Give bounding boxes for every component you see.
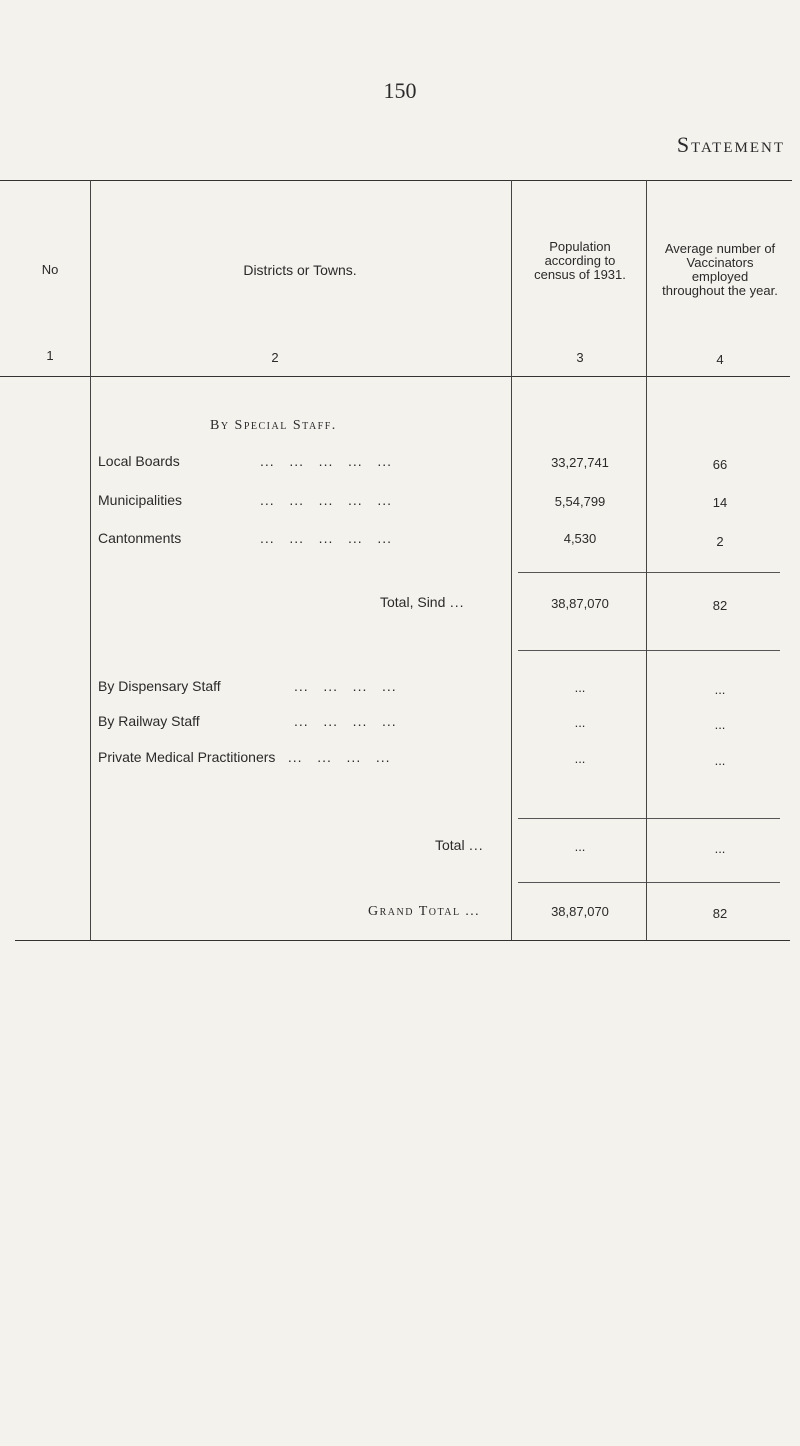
page-number: 150: [383, 78, 417, 103]
header-col-population: Population according to census of 1931.: [534, 239, 626, 282]
leader-dots: ... ... ... ...: [294, 713, 397, 729]
population-value: 38,87,070: [551, 596, 609, 611]
leader-dots: ...: [449, 594, 465, 610]
row-label: By Railway Staff: [98, 713, 200, 729]
leader-dots: ... ... ... ... ...: [260, 453, 393, 469]
table-row: [98, 678, 508, 696]
header-col-no: No: [41, 262, 59, 277]
section-title: By Special Staff.: [210, 418, 337, 433]
population-value: 5,54,799: [554, 494, 606, 509]
table-row: [98, 713, 508, 731]
table-row: [435, 837, 515, 855]
col3-divider: [646, 180, 647, 940]
population-value: ...: [574, 751, 586, 766]
vaccinators-value: ...: [714, 841, 726, 856]
table-row: [98, 530, 508, 548]
row-label: By Dispensary Staff: [98, 678, 221, 694]
vaccinators-value: 2: [716, 534, 724, 549]
leader-dots: ...: [469, 837, 484, 853]
col1-divider: [90, 180, 91, 940]
leader-dots: ... ... ... ... ...: [260, 492, 393, 508]
table-row: [380, 594, 510, 612]
header-col-vaccinators: Average number of Vaccinators employed throughout the year.: [662, 241, 778, 298]
vaccinators-value: 82: [712, 598, 728, 613]
row-label: Total, Sind: [380, 594, 446, 610]
vaccinators-value: ...: [714, 753, 726, 768]
leader-dots: ... ... ... ... ...: [260, 530, 393, 546]
total-sind-bottom-rule: [518, 650, 780, 651]
vaccinators-value: 82: [712, 906, 728, 921]
grand-total-top-rule: [518, 882, 780, 883]
row-label: Local Boards: [98, 453, 180, 469]
table-bottom-rule: [15, 940, 790, 941]
population-value: ...: [574, 715, 586, 730]
col2-divider: [511, 180, 512, 940]
header-col-districts: Districts or Towns.: [243, 262, 357, 278]
row-label: Municipalities: [98, 492, 183, 508]
vaccinators-value: ...: [714, 717, 726, 732]
table-top-rule: [0, 180, 792, 181]
vaccinators-value: ...: [714, 682, 726, 697]
column-number-3: 3: [576, 350, 584, 365]
column-number-4: 4: [716, 352, 724, 367]
row-label: Total: [435, 837, 465, 853]
leader-dots: ... ... ... ...: [287, 749, 391, 765]
population-value: 33,27,741: [551, 455, 609, 470]
table-row: [98, 453, 508, 471]
header-bottom-rule: [0, 376, 790, 377]
leader-dots: ...: [465, 902, 480, 918]
total-top-rule: [518, 818, 780, 819]
leader-dots: ... ... ... ...: [294, 678, 397, 694]
column-number-1: 1: [46, 348, 54, 363]
vaccinators-value: 66: [712, 457, 728, 472]
table-row: [98, 492, 508, 510]
total-sind-top-rule: [518, 572, 780, 573]
table-row: [98, 749, 508, 767]
population-value: ...: [574, 839, 586, 854]
population-value: ...: [574, 680, 586, 695]
row-label: Cantonments: [98, 530, 182, 546]
population-value: 38,87,070: [551, 904, 609, 919]
vaccinators-value: 14: [712, 495, 728, 510]
row-label: Private Medical Practitioners: [98, 749, 276, 765]
table-row: [368, 902, 513, 920]
population-value: 4,530: [563, 531, 597, 546]
row-label: Grand Total: [368, 904, 461, 919]
column-number-2: 2: [271, 350, 279, 365]
page-title: Statement: [676, 132, 785, 157]
